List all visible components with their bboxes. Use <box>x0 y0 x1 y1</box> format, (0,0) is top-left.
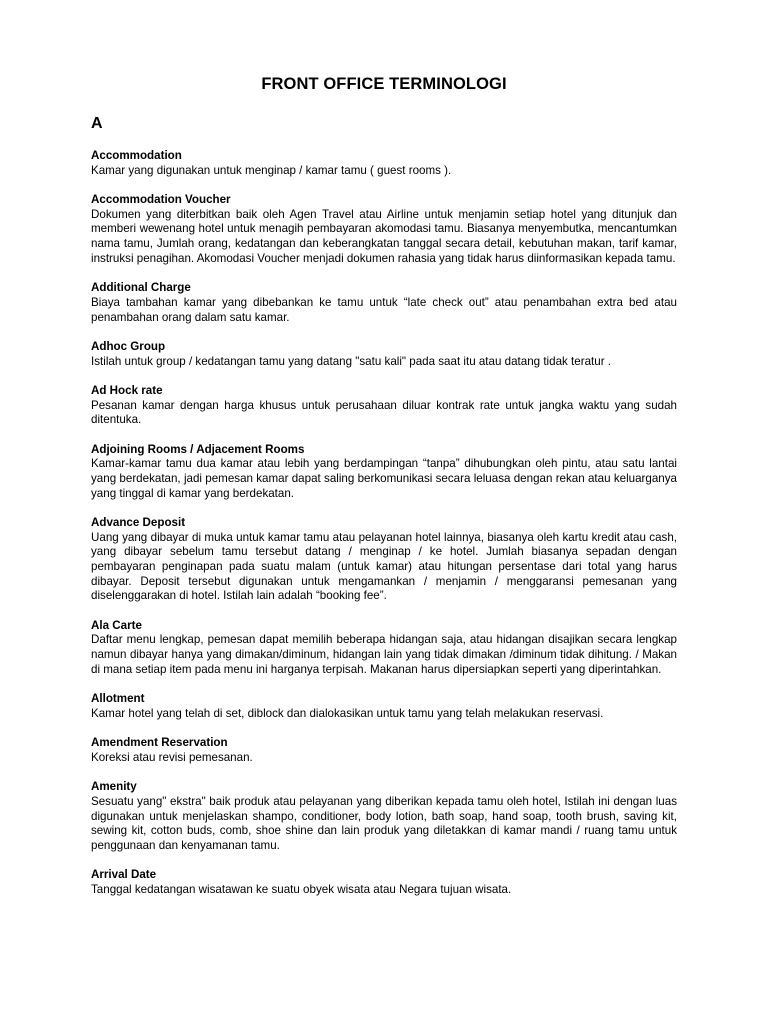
entry-definition: Dokumen yang diterbitkan baik oleh Agen Travel atau Airline untuk menjamin setiap hotel yang ditunjuk dan memberi wewenang hotel untuk menagih pembayaran akomodasi tamu. Biasanya menyembutka, mencantumkan nama tamu, Jumlah orang, kedatangan dan keberangkatan tanggal secara detail, kebutuhan makan, tarif kamar, instruksi penagihan. Akomodasi Voucher menjadi dokumen rahasia yang tidak harus diinformasikan kepada tamu. <box>91 207 677 265</box>
entry-term: Ala Carte <box>91 618 142 632</box>
entry-term: Additional Charge <box>91 281 191 295</box>
glossary-entry <box>91 193 677 267</box>
entry-term: Amenity <box>91 780 137 794</box>
glossary-entry <box>91 780 677 854</box>
entry-definition: Kamar hotel yang telah di set, diblock dan dialokasikan untuk tamu yang telah melakukan reservasi. <box>91 706 604 720</box>
entry-definition: Istilah untuk group / kedatangan tamu yang datang "satu kali" pada saat itu atau datang tidak teratur . <box>91 354 611 368</box>
entry-term: Ad Hock rate <box>91 383 163 397</box>
glossary-entry <box>91 384 677 428</box>
glossary-entry <box>91 443 677 502</box>
glossary-entry <box>91 340 677 369</box>
entry-definition: Kamar yang digunakan untuk menginap / kamar tamu ( guest rooms ). <box>91 163 452 177</box>
entry-term: Adjoining Rooms / Adjacement Rooms <box>91 442 305 456</box>
glossary-entry <box>91 619 677 678</box>
document-title: FRONT OFFICE TERMINOLOGI <box>261 75 507 93</box>
entry-term: Amendment Reservation <box>91 736 228 750</box>
entry-term: Advance Deposit <box>91 515 186 529</box>
entry-definition: Daftar menu lengkap, pemesan dapat memilih beberapa hidangan saja, atau hidangan disajikan secara lengkap namun dibayar hanya yang dimakan/diminum, hidangan lain yang tidak dimakan /diminum tidak dihitung. / Makan di mana setiap item pada menu ini harganya terpisah. Makanan harus dipersiapkan seperti yang diperintahkan. <box>91 633 677 676</box>
entry-term: Adhoc Group <box>91 339 166 353</box>
glossary-entry <box>91 516 677 604</box>
glossary-entry <box>91 281 677 325</box>
glossary-entry <box>91 736 677 765</box>
entry-definition: Koreksi atau revisi pemesanan. <box>91 750 253 764</box>
glossary-entry <box>91 868 677 897</box>
entry-definition: Uang yang dibayar di muka untuk kamar tamu atau pelayanan hotel lainnya, biasanya oleh kartu kredit atau cash, yang dibayar sebelum tamu tersebut datang / menginap / ke hotel. Jumlah biasanya sepadan dengan pembayaran penginapan pada suatu malam (untuk kamar) atau hitungan persentase dari total yang harus dibayar. Deposit tersebut digunakan untuk mengamankan / menjamin / menggaransi pemesanan yang diselenggarakan di hotel. Istilah lain adalah “booking fee”. <box>91 530 677 603</box>
entry-term: Accommodation Voucher <box>91 193 231 206</box>
glossary-entry <box>91 692 677 721</box>
glossary-entry <box>91 149 677 178</box>
entry-term: Arrival Date <box>91 868 157 882</box>
entry-definition: Sesuatu yang" ekstra" baik produk atau pelayanan yang diberikan kepada tamu oleh hotel, Istilah ini dengan luas digunakan untuk menjelaskan shampo, conditioner, body lotion, bath soap, hand soap, tooth brush, saving kit, sewing kit, cotton buds, comb, shoe shine dan lain produk yang diletakkan di kamar mandi / ruang tamu untuk penggunaan dan kenyamanan tamu. <box>91 794 677 852</box>
entry-definition: Biaya tambahan kamar yang dibebankan ke tamu untuk “late check out” atau penambahan extra bed atau penambahan orang dalam satu kamar. <box>91 295 677 324</box>
entry-definition: Pesanan kamar dengan harga khusus untuk perusahaan diluar kontrak rate untuk jangka waktu yang sudah ditentuka. <box>91 398 677 427</box>
entry-term: Allotment <box>91 692 145 706</box>
entry-definition: Tanggal kedatangan wisatawan ke suatu obyek wisata atau Negara tujuan wisata. <box>91 882 512 896</box>
entry-definition: Kamar-kamar tamu dua kamar atau lebih yang berdampingan “tanpa” dihubungkan oleh pintu, atau satu lantai yang berdekatan, jadi pemesan kamar dapat saling berkomunikasi secara leluasa dengan rekan atau keluarganya yang tinggal di kamar yang berdekatan. <box>91 457 677 500</box>
section-letter: A <box>91 115 103 132</box>
entry-term: Accommodation <box>91 149 182 162</box>
